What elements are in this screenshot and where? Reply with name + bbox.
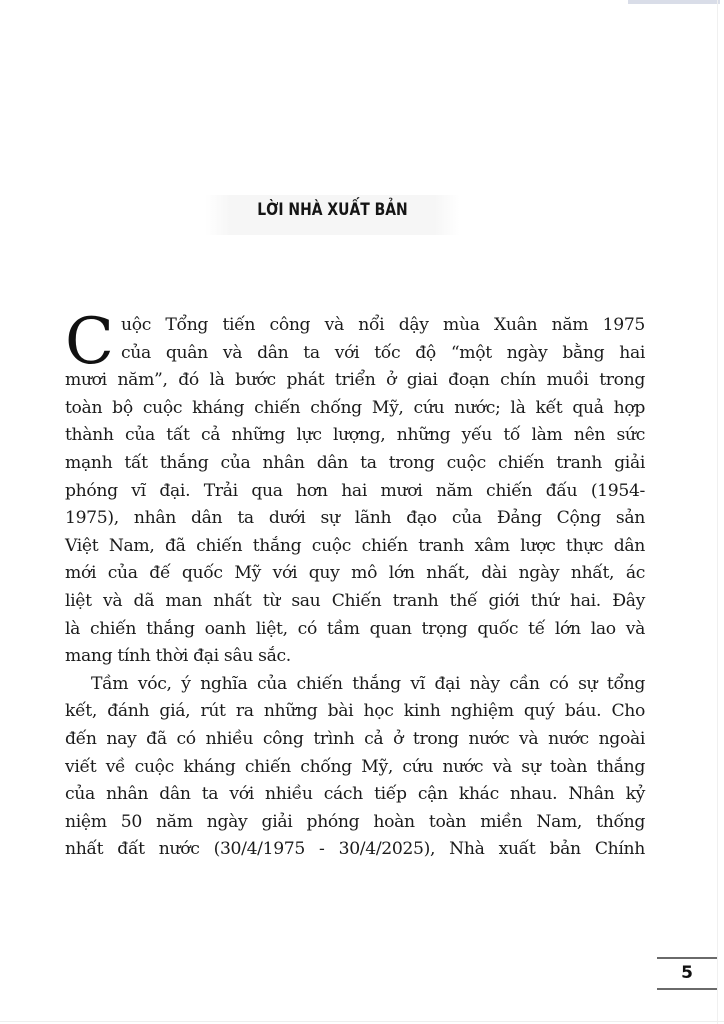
scan-edge-strip (628, 0, 720, 4)
text-line: nhất đất nước (30/4/1975 - 30/4/2025), Nhà xuất bản Chính (65, 839, 645, 860)
page-number-rule-top (657, 957, 717, 959)
text-line: của quân và dân ta với tốc độ “một ngày bằng hai (121, 342, 645, 363)
page-bottom-edge (0, 1021, 724, 1022)
paragraph-2 (65, 671, 645, 864)
text-line: uộc Tổng tiến công và nổi dậy mùa Xuân năm 1975 (121, 315, 645, 335)
text-line: Việt Nam, đã chiến thắng cuộc chiến tranh xâm lược thực dân (65, 535, 645, 556)
text-line: mới của đế quốc Mỹ với quy mô lớn nhất, dài ngày nhất, ác (65, 563, 645, 584)
text-line: là chiến thắng oanh liệt, có tầm quan trọng quốc tế lớn lao và (65, 618, 645, 639)
text-line: mạnh tất thắng của nhân dân ta trong cuộc chiến tranh giải (65, 452, 645, 473)
drop-cap: C (65, 305, 114, 379)
text-line: niệm 50 năm ngày giải phóng hoàn toàn miền Nam, thống (65, 811, 645, 832)
body-text (65, 305, 645, 864)
text-line: đến nay đã có nhiều công trình cả ở trong nước và nước ngoài (65, 728, 645, 749)
text-line: thành của tất cả những lực lượng, những yếu tố làm nên sức (65, 425, 645, 446)
page-number-block (657, 957, 717, 991)
text-line: phóng vĩ đại. Trải qua hơn hai mươi năm chiến đấu (1954- (65, 480, 645, 501)
section-heading: LỜI NHÀ XUẤT BẢN (257, 200, 408, 220)
page-right-edge (717, 0, 718, 1024)
text-line: mang tính thời đại sâu sắc. (65, 646, 291, 667)
text-line: viết về cuộc kháng chiến chống Mỹ, cứu nước và sự toàn thắng (65, 756, 645, 777)
text-line: 1975), nhân dân ta dưới sự lãnh đạo của Đảng Cộng sản (65, 508, 645, 529)
paragraph-1 (65, 305, 645, 671)
text-line: mươi năm”, đó là bước phát triển ở giai đoạn chín muồi trong (65, 370, 645, 391)
text-line: liệt và dã man nhất từ sau Chiến tranh thế giới thứ hai. Đây (65, 590, 645, 611)
text-line: của nhân dân ta với nhiều cách tiếp cận khác nhau. Nhân kỷ (65, 784, 645, 805)
text-line: toàn bộ cuộc kháng chiến chống Mỹ, cứu nước; là kết quả hợp (65, 397, 645, 418)
text-line: kết, đánh giá, rút ra những bài học kinh nghiệm quý báu. Cho (65, 701, 645, 722)
page-number: 5 (681, 963, 693, 983)
text-line: Tầm vóc, ý nghĩa của chiến thắng vĩ đại này cần có sự tổng (91, 673, 645, 694)
page-number-rule-bottom (657, 988, 717, 990)
